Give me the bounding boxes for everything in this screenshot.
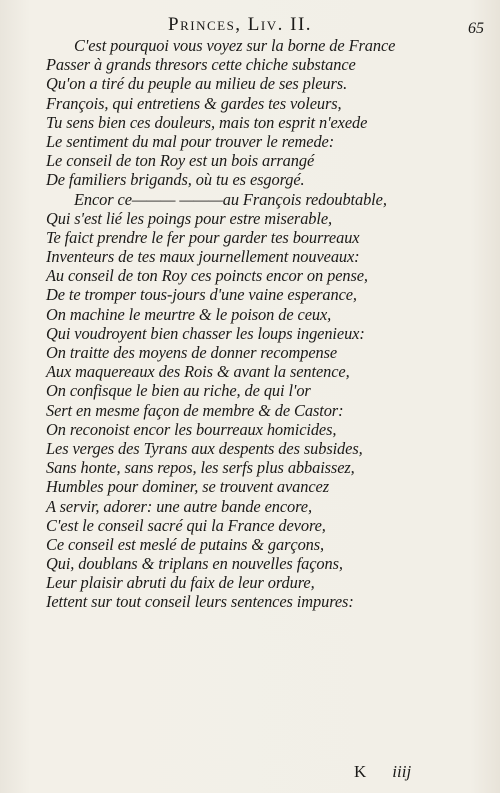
verse-line: Leur plaisir abruti du faix de leur ordure, — [46, 573, 315, 593]
verse-line: Sert en mesme façon de membre & de Castor: — [46, 400, 344, 420]
verse-line: Qui voudroyent bien chasser les loups ingenieux: — [46, 323, 365, 343]
verse-line: On machine le meurtre & le poison de ceux, — [46, 304, 332, 324]
verse-line: Les verges des Tyrans aux despents des subsides, — [46, 438, 363, 458]
verse-line: Sans honte, sans repos, les serfs plus abbaissez, — [46, 458, 355, 478]
verse-line: Encor ce——— ———au François redoubtable, — [74, 189, 387, 209]
verse-line: Qui s'est lié les poings pour estre miserable, — [46, 208, 333, 228]
verse-line: Qu'on a tiré du peuple au milieu de ses pleurs. — [46, 74, 348, 94]
verse-line: Tu sens bien ces douleurs, mais ton esprit n'exede — [46, 112, 368, 132]
verse-line: Aux maquereaux des Rois & avant la sentence, — [46, 362, 350, 382]
verse-line: Le sentiment du mal pour trouver le remede: — [46, 131, 335, 151]
page-number: 65 — [468, 20, 484, 37]
running-head: Princes, Liv. II. — [168, 14, 313, 35]
verse-line: Le conseil de ton Roy est un bois arrangé — [46, 151, 315, 171]
verse-line: C'est pourquoi vous voyez sur la borne de France — [74, 36, 396, 55]
verse-line: De te tromper tous-jours d'une vaine esperance, — [46, 285, 357, 305]
verse-line: Qui, doublans & triplans en nouvelles façons, — [46, 554, 343, 574]
verse-line: Inventeurs de tes maux journellement nouveaux: — [46, 247, 360, 267]
verse-line: On confisque le bien au riche, de qui l'or — [46, 381, 311, 401]
verse-line: Humbles pour dominer, se trouvent avancez — [46, 477, 329, 497]
signature-number: iiij — [392, 762, 412, 781]
verse-line: C'est le conseil sacré qui la France devore, — [46, 515, 326, 535]
verse-text — [46, 36, 486, 612]
page-header — [0, 14, 500, 38]
verse-line: Au conseil de ton Roy ces poincts encor on pense, — [46, 266, 368, 286]
verse-line: François, qui entretiens & gardes tes voleurs, — [46, 93, 342, 113]
signature-letter: K — [354, 762, 367, 781]
verse-line: De familiers brigands, où tu es esgorgé. — [46, 170, 305, 190]
verse-line: On traitte des moyens de donner recompense — [46, 343, 338, 362]
verse-line: Passer à grands thresors cette chiche substance — [46, 55, 356, 75]
signature-mark — [354, 762, 411, 782]
verse-line: Iettent sur tout conseil leurs sentences impures: — [46, 592, 354, 612]
verse-line: A servir, adorer: une autre bande encore, — [46, 496, 312, 516]
verse-line: On reconoist encor les bourreaux homicides, — [46, 419, 337, 439]
page-footer — [0, 762, 500, 786]
verse-line: Te faict prendre le fer pour garder tes bourreaux — [46, 227, 360, 247]
verse-line: Ce conseil est meslé de putains & garçons, — [46, 534, 325, 554]
